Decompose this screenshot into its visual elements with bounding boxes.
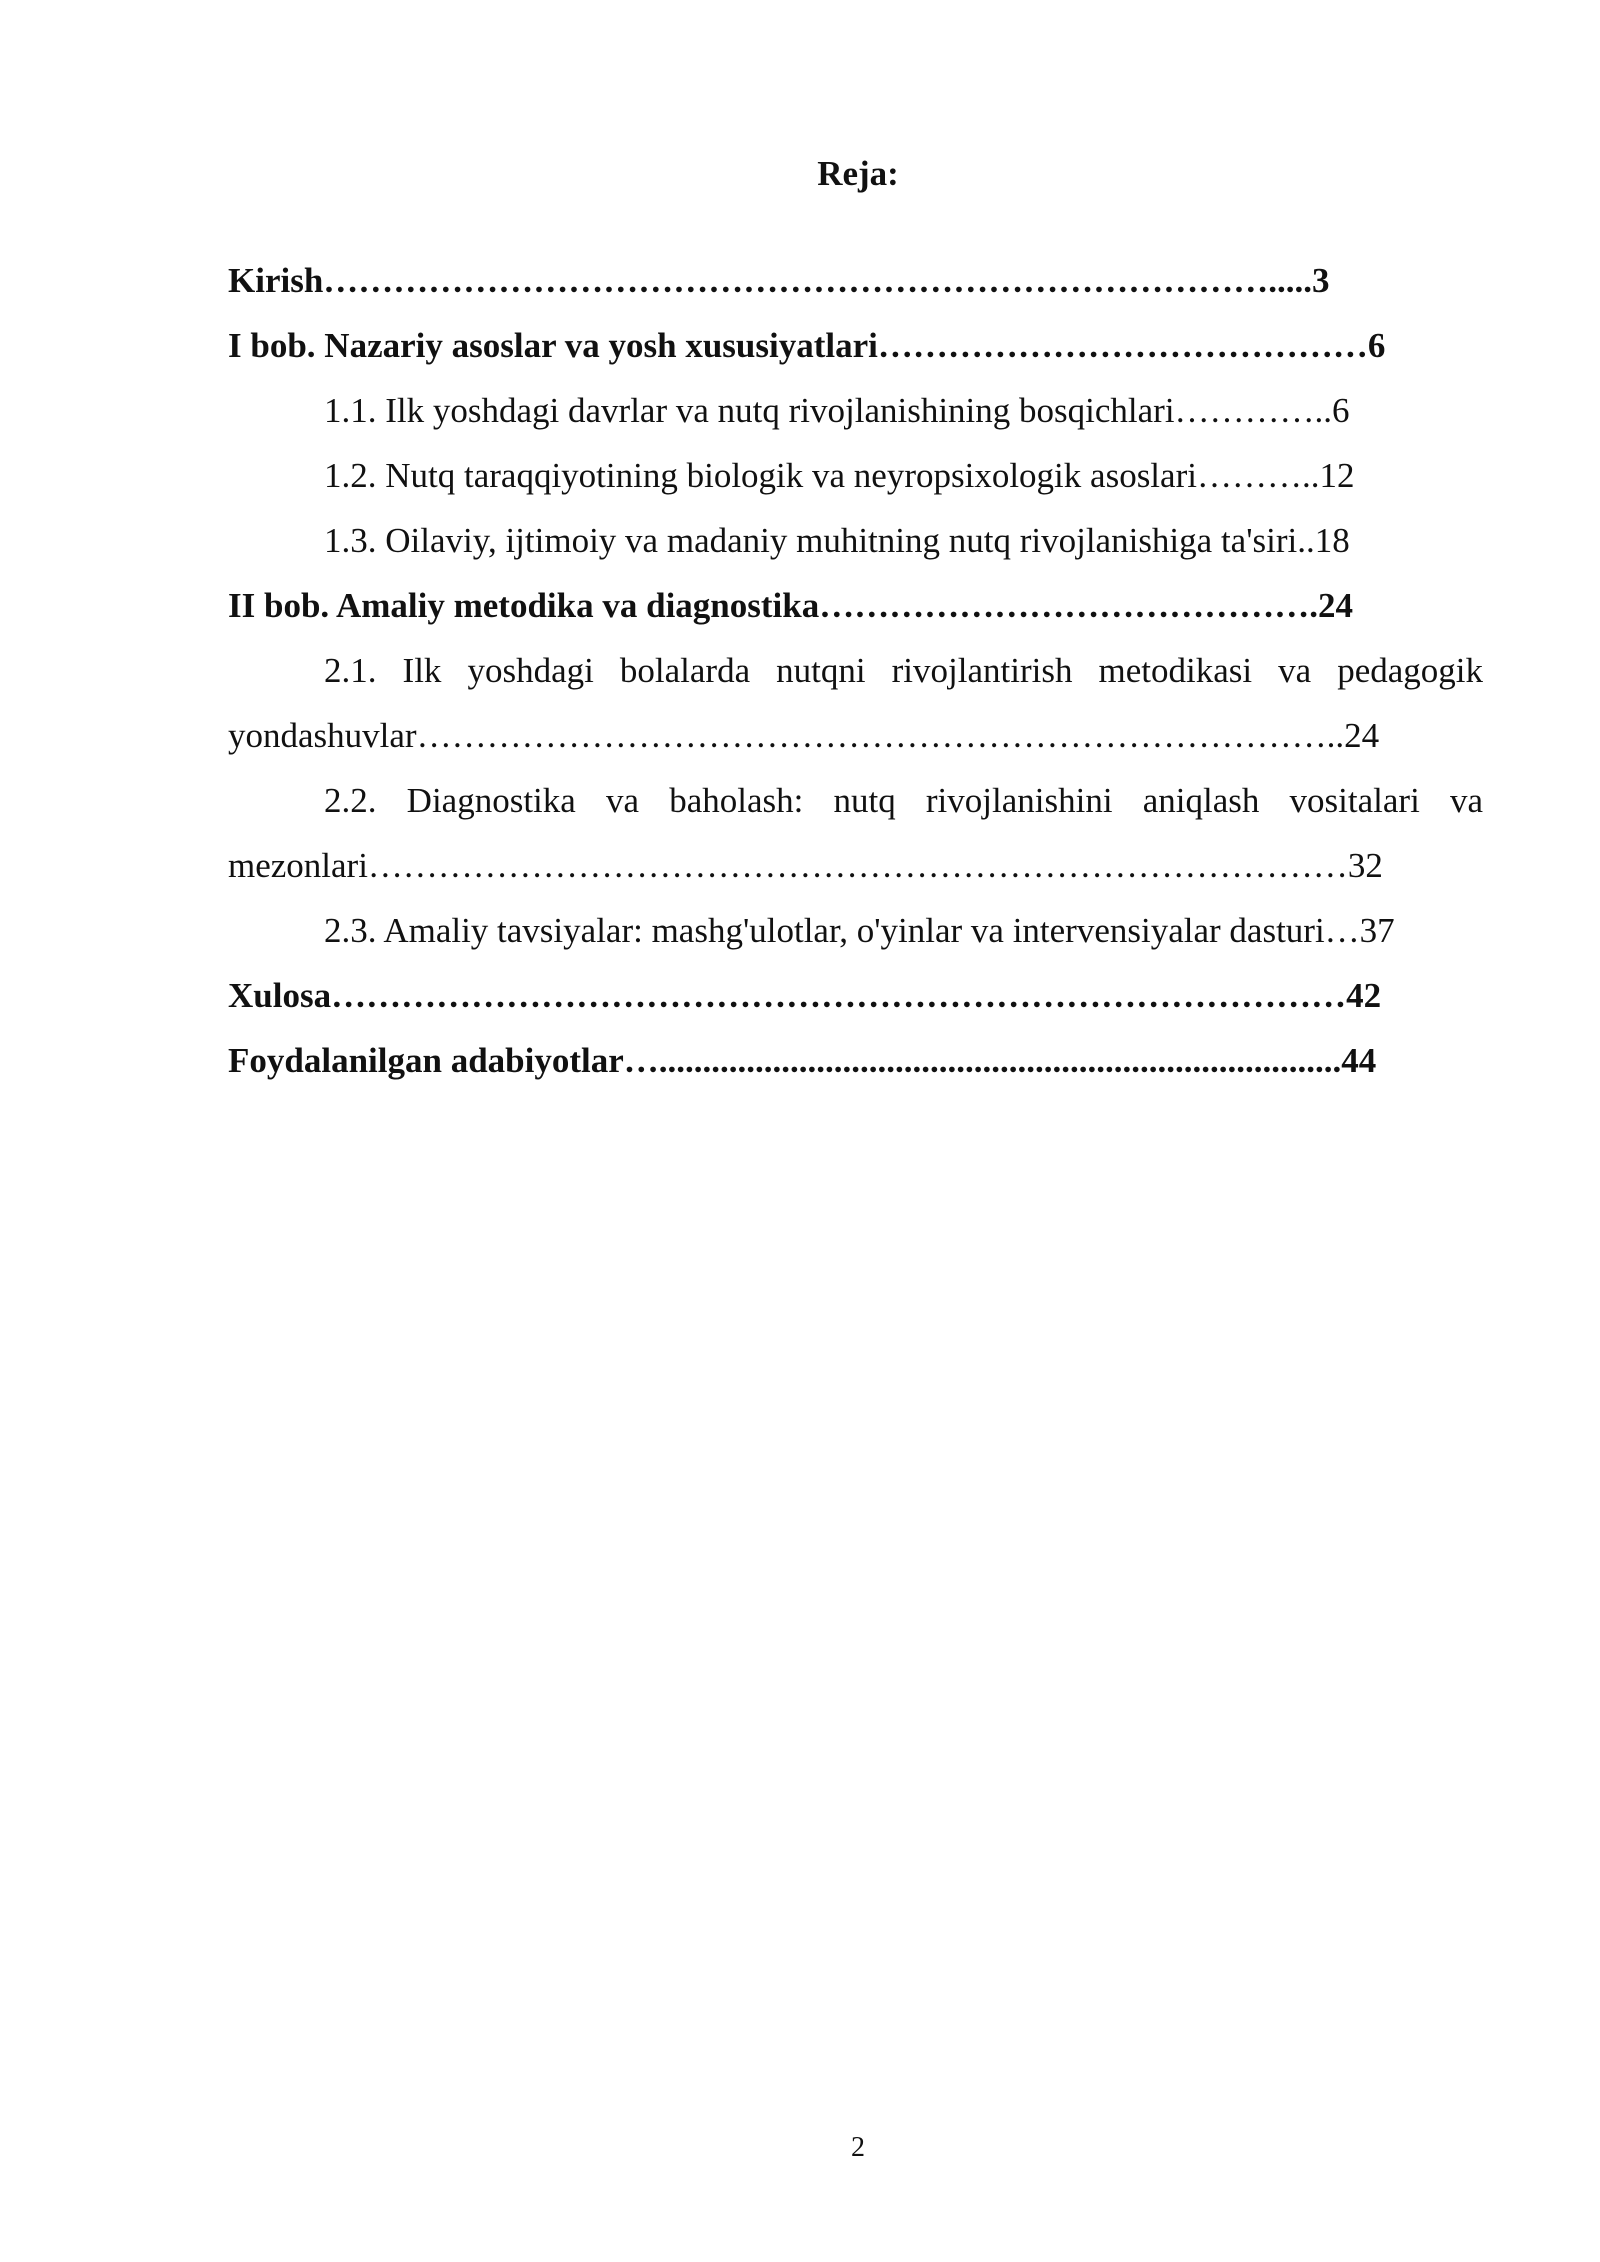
toc-entry-conclusion: Xulosa……………………………………………………………………………42 xyxy=(228,976,1382,1015)
toc-entry-section-1-2: 1.2. Nutq taraqqiyotining biologik va neyropsixologik asoslari………..12 xyxy=(324,456,1355,495)
toc-entry-chapter-2: II bob. Amaliy metodika va diagnostika…………………………………….24 xyxy=(228,586,1353,625)
toc-entry-section-1-3: 1.3. Oilaviy, ijtimoiy va madaniy muhitning nutq rivojlanishiga ta'siri..18 xyxy=(324,521,1350,560)
toc-entry-section-2-2: 2.2. Diagnostika va baholash: nutq rivojlanishini aniqlash vositalari va xyxy=(324,781,1483,820)
toc-entry-section-1-1: 1.1. Ilk yoshdagi davrlar va nutq rivojlanishining bosqichlari…………..6 xyxy=(324,391,1350,430)
page-title: Reja: xyxy=(817,154,899,193)
toc-entry-chapter-1: I bob. Nazariy asoslar va yosh xususiyatlari……………………………………6 xyxy=(228,326,1386,365)
toc-entry-section-2-2-continued: mezonlari…………………………………………………………………………32 xyxy=(228,846,1383,885)
page-number: 2 xyxy=(851,2132,865,2163)
toc-entry-section-2-1-continued: yondashuvlar……………………………………………………………………..24 xyxy=(228,716,1380,755)
toc-entry-introduction: Kirish……………………………………………………………………….....3 xyxy=(228,261,1330,300)
toc-entry-section-2-3: 2.3. Amaliy tavsiyalar: mashg'ulotlar, o'yinlar va intervensiyalar dasturi…37 xyxy=(324,911,1395,950)
toc-entry-references: Foydalanilgan adabiyotlar…..............................................................................44 xyxy=(228,1041,1377,1080)
toc-entry-section-2-1: 2.1. Ilk yoshdagi bolalarda nutqni rivojlantirish metodikasi va pedagogik xyxy=(324,651,1483,690)
table-of-contents xyxy=(228,248,1483,1093)
